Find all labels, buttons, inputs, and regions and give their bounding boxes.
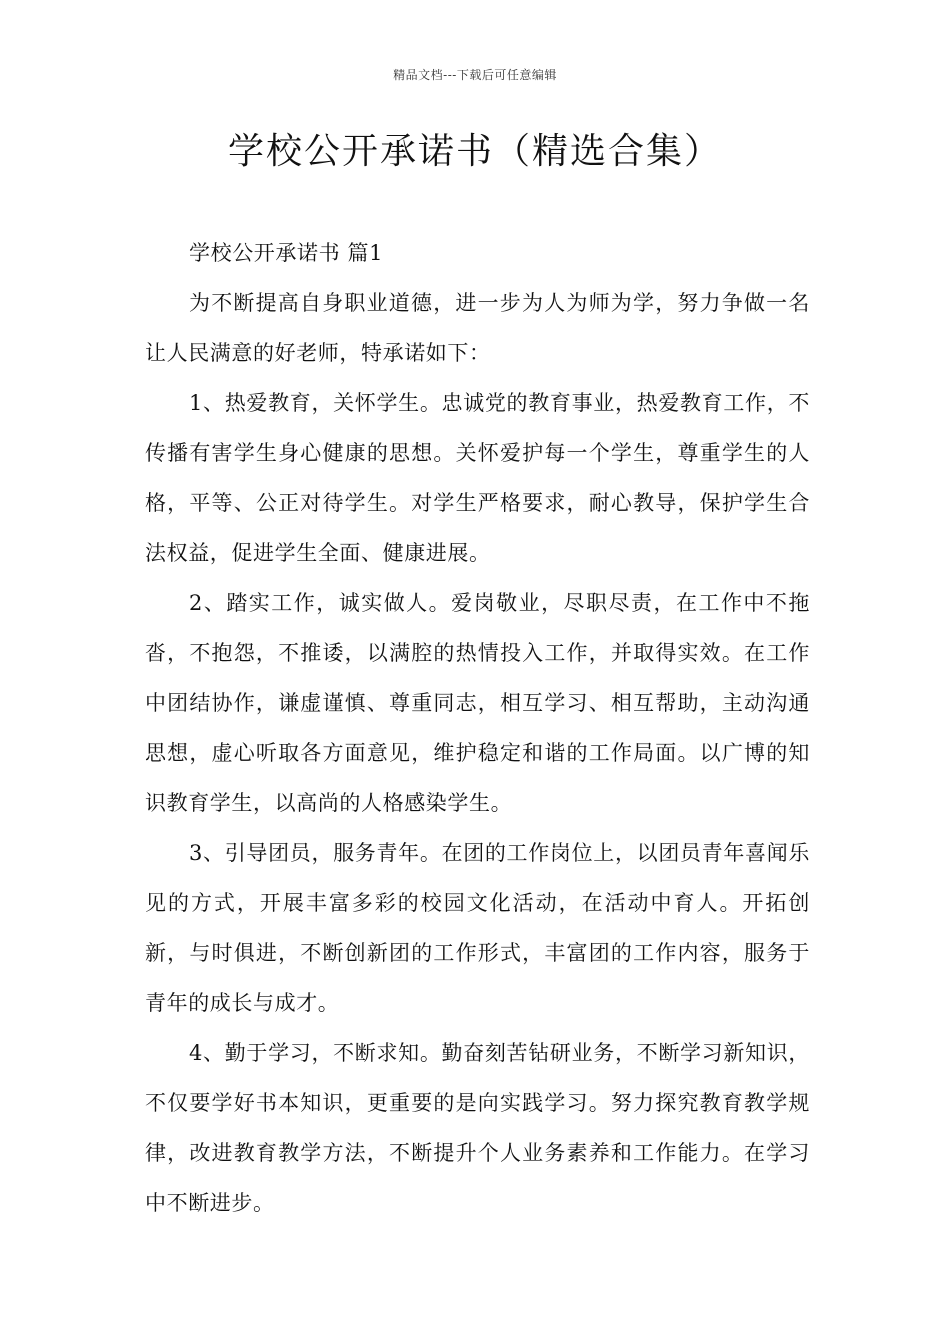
paragraph-intro: 为不断提高自身职业道德，进一步为人为师为学，努力争做一名让人民满意的好老师，特承诺如下： (145, 291, 810, 365)
document-title: 学校公开承诺书（精选合集） (227, 131, 722, 172)
paragraph-item-2: 2、踏实工作，诚实做人。爱岗敬业，尽职尽责，在工作中不拖沓，不抱怨，不推诿，以满腔的热情投入工作，并取得实效。在工作中团结协作，谦虚谨慎、尊重同志，相互学习、相互帮助，主动沟通思想，虚心听取各方面意见，维护稳定和谐的工作局面。以广博的知识教育学生，以高尚的人格感染学生。 (145, 591, 810, 815)
paragraph-item-1: 1、热爱教育，关怀学生。忠诚党的教育事业，热爱教育工作，不传播有害学生身心健康的思想。关怀爱护每一个学生，尊重学生的人格，平等、公正对待学生。对学生严格要求，耐心教导，保护学生合法权益，促进学生全面、健康进展。 (145, 391, 810, 565)
section-heading: 学校公开承诺书 篇1 (189, 241, 384, 265)
document-body (145, 228, 810, 1228)
header-note: 精品文档---下载后可任意编辑 (393, 68, 557, 82)
paragraph-item-3: 3、引导团员，服务青年。在团的工作岗位上，以团员青年喜闻乐见的方式，开展丰富多彩的校园文化活动，在活动中育人。开拓创新，与时俱进，不断创新团的工作形式，丰富团的工作内容，服务于青年的成长与成才。 (145, 841, 810, 1015)
paragraph-item-4: 4、勤于学习，不断求知。勤奋刻苦钻研业务，不断学习新知识，不仅要学好书本知识，更重要的是向实践学习。努力探究教育教学规律，改进教育教学方法，不断提升个人业务素养和工作能力。在学习中不断进步。 (145, 1041, 810, 1215)
